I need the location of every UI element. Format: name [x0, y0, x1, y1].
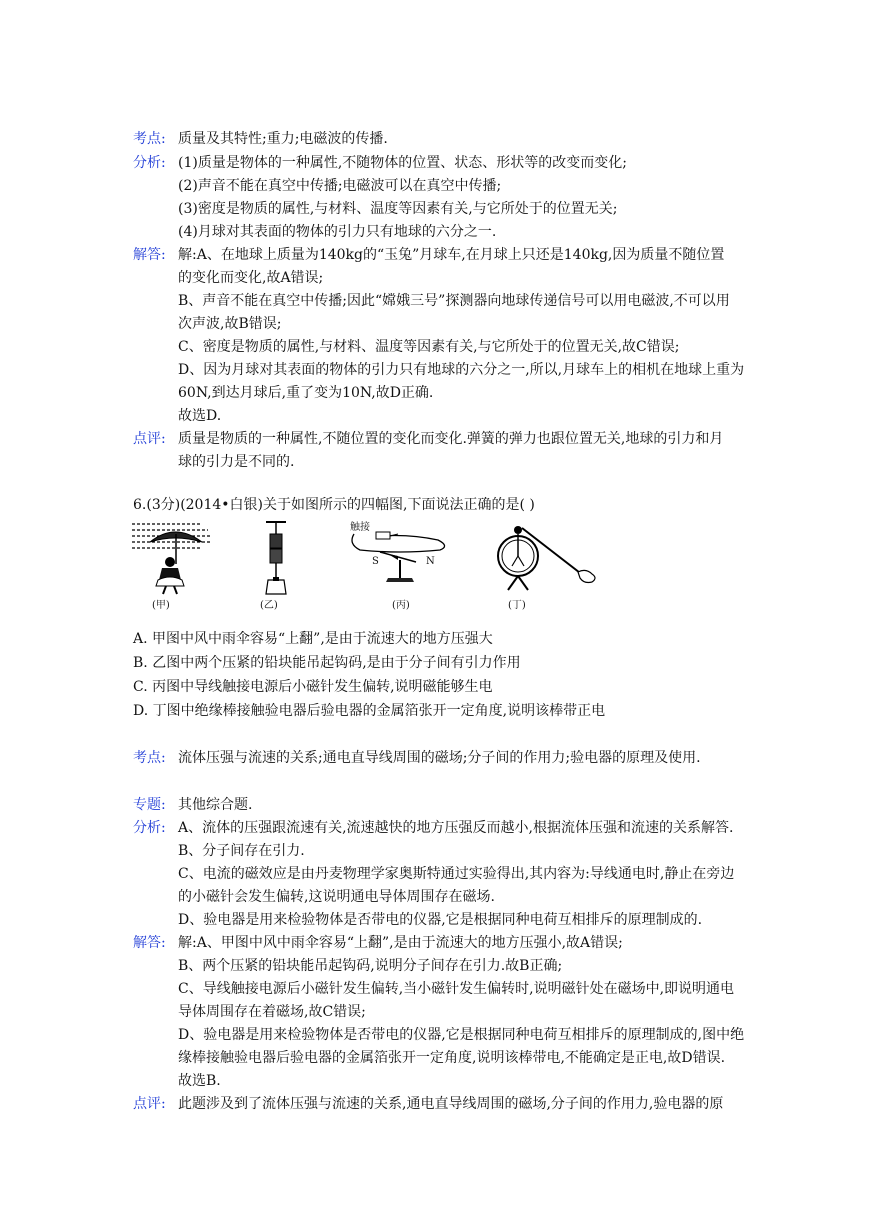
jieda-line-3: B、声音不能在真空中传播;因此“嫦娥三号”探测器向地球传递信号可以用电磁波,不可以用 [178, 293, 730, 309]
figure-bing-compass [340, 520, 452, 612]
fenxi2-line-1: A、流体的压强跟流速有关,流速越快的地方压强反而越小,根据流体压强和流速的关系解答. [178, 820, 734, 836]
option-b: B. 乙图中两个压紧的铅块能吊起钩码,是由于分子间有引力作用 [133, 655, 521, 671]
fenxi-line-4: (4)月球对其表面的物体的引力只有地球的六分之一. [178, 224, 497, 240]
dianping-line-1: 质量是物质的一种属性,不随位置的变化而变化.弹簧的弹力也跟位置无关,地球的引力和月 [178, 431, 724, 447]
figure-jia-caption: (甲) [152, 600, 170, 611]
jieda-line-2: 的变化而变化,故A错误; [178, 270, 324, 286]
jieda2-line-1: 解:A、甲图中风中雨伞容易“上翻”,是由于流速大的地方压强小,故A错误; [178, 935, 623, 951]
option-c: C. 丙图中导线触接电源后小磁针发生偏转,说明磁能够生电 [133, 679, 493, 695]
option-a: A. 甲图中风中雨伞容易“上翻”,是由于流速大的地方压强大 [133, 631, 493, 647]
jieda2-line-5: D、验电器是用来检验物体是否带电的仪器,它是根据同种电荷互相排斥的原理制成的,图中绝 [178, 1027, 745, 1043]
dianping-label-1: 点评: [133, 431, 166, 447]
jieda2-line-7: 故选B. [178, 1073, 221, 1089]
dianping-label-2: 点评: [133, 1096, 166, 1112]
figure-bing-caption: (丙) [392, 600, 410, 611]
jieda-line-5: C、密度是物质的属性,与材料、温度等因素有关,与它所处于的位置无关,故C错误; [178, 339, 680, 355]
figure-bing-n-label: N [426, 556, 435, 567]
fenxi2-line-2: B、分子间存在引力. [178, 843, 305, 859]
figure-jia-umbrella [130, 520, 220, 612]
jieda-line-7: 60N,到达月球后,重了变为10N,故D正确. [178, 385, 434, 401]
fenxi-line-2: (2)声音不能在真空中传播;电磁波可以在真空中传播; [178, 178, 502, 194]
kaodian-text-2: 流体压强与流速的关系;通电直导线周围的磁场;分子间的作用力;验电器的原理及使用. [178, 750, 701, 766]
jieda-label-2: 解答: [133, 935, 166, 951]
figure-yi-lead-blocks [252, 522, 300, 612]
dianping2-line-1: 此题涉及到了流体压强与流速的关系,通电直导线周围的磁场,分子间的作用力,验电器的原 [178, 1096, 724, 1112]
question-stem: 6.(3分)(2014•白银)关于如图所示的四幅图,下面说法正确的是( ) [133, 497, 535, 513]
jieda-label-1: 解答: [133, 247, 166, 263]
jieda-line-6: D、因为月球对其表面的物体的引力只有地球的六分之一,所以,月球车上的相机在地球上重为 [178, 362, 745, 378]
jieda2-line-6: 缘棒接触验电器后验电器的金属箔张开一定角度,说明该棒带电,不能确定是正电,故D错误. [178, 1050, 726, 1066]
zhuanti-text: 其他综合题. [178, 797, 253, 813]
jieda-line-1: 解:A、在地球上质量为140kg的“玉兔”月球车,在月球上只还是140kg,因为质量不随位置 [178, 247, 725, 263]
fenxi2-line-5: D、验电器是用来检验物体是否带电的仪器,它是根据同种电荷互相排斥的原理制成的. [178, 912, 703, 928]
jieda2-line-4: 导体周围存在着磁场,故C错误; [178, 1004, 366, 1020]
figure-bing-touch-label: 触接 [350, 522, 370, 533]
kaodian-label-2: 考点: [133, 750, 166, 766]
fenxi-line-3: (3)密度是物质的属性,与材料、温度等因素有关,与它所处于的位置无关; [178, 201, 618, 217]
dianping-line-2: 球的引力是不同的. [178, 454, 295, 470]
fenxi2-line-4: 的小磁针会发生偏转,这说明通电导体周围存在磁场. [178, 889, 495, 905]
figure-yi-caption: (乙) [260, 600, 278, 611]
figure-ding-caption: (丁) [508, 600, 526, 611]
jieda2-line-2: B、两个压紧的铅块能吊起钩码,说明分子间存在引力.故B正确; [178, 958, 563, 974]
fenxi-line-1: (1)质量是物体的一种属性,不随物体的位置、状态、形状等的改变而变化; [178, 155, 627, 171]
kaodian-label-1: 考点: [133, 131, 166, 147]
jieda-line-8: 故选D. [178, 408, 222, 424]
fenxi2-line-3: C、电流的磁效应是由丹麦物理学家奥斯特通过实验得出,其内容为:导线通电时,静止在旁边 [178, 866, 735, 882]
fenxi-label-2: 分析: [133, 820, 166, 836]
figure-ding-electroscope [488, 522, 600, 612]
figure-bing-s-label: S [372, 556, 379, 567]
jieda-line-4: 次声波,故B错误; [178, 316, 282, 332]
jieda2-line-3: C、导线触接电源后小磁针发生偏转,当小磁针发生偏转时,说明磁针处在磁场中,即说明通电 [178, 981, 735, 997]
kaodian-text-1: 质量及其特性;重力;电磁波的传播. [178, 131, 388, 147]
option-d: D. 丁图中绝缘棒接触验电器后验电器的金属箔张开一定角度,说明该棒带正电 [133, 703, 606, 719]
fenxi-label-1: 分析: [133, 155, 166, 171]
zhuanti-label: 专题: [133, 797, 166, 813]
